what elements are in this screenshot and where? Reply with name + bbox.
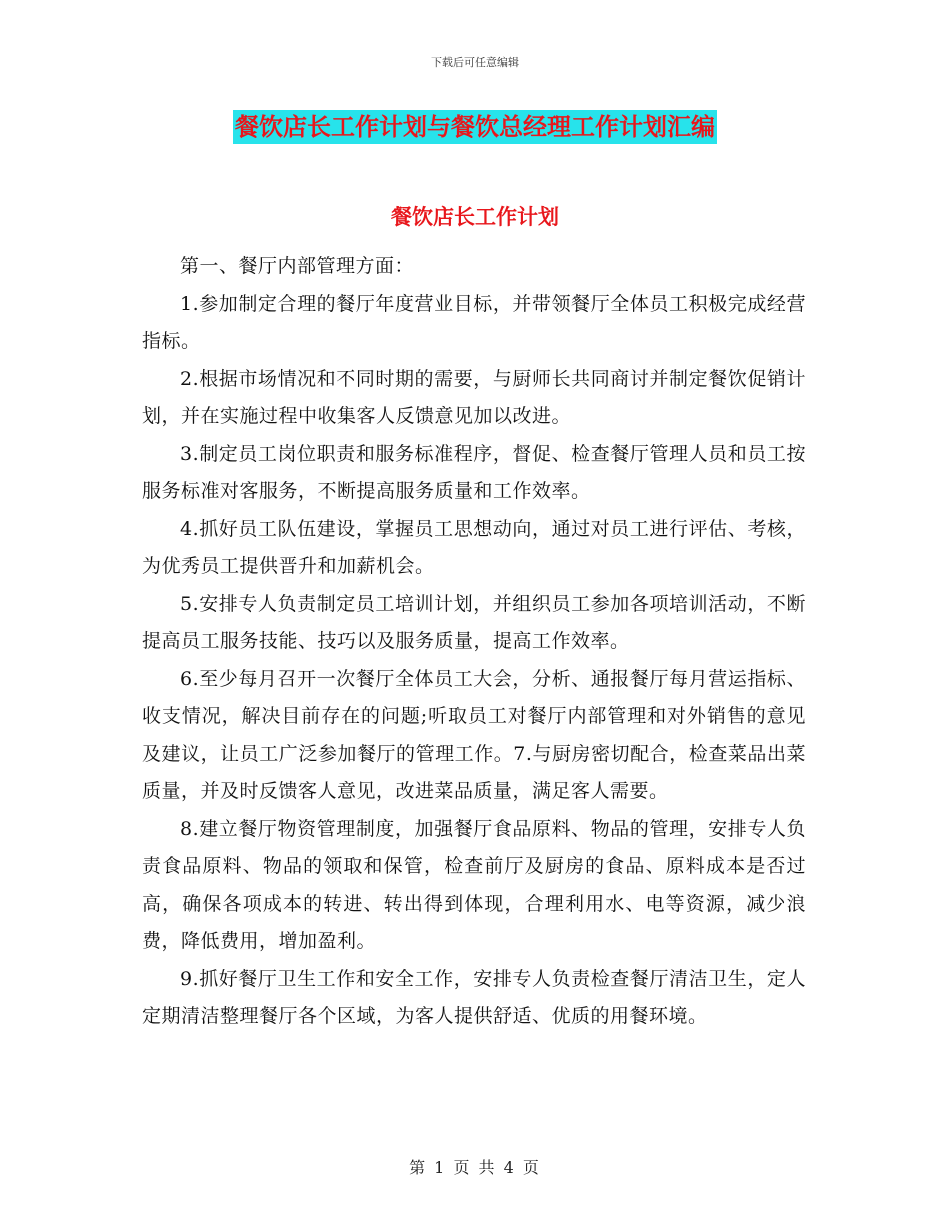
paragraph: 1.参加制定合理的餐厅年度营业目标，并带领餐厅全体员工积极完成经营指标。 [142, 292, 806, 352]
paragraph-heading: 第一、餐厅内部管理方面： [180, 255, 415, 277]
section-title: 餐饮店长工作计划 [391, 205, 559, 229]
paragraph: 4.抓好员工队伍建设，掌握员工思想动向，通过对员工进行评估、考核，为优秀员工提供晋升和加薪机会。 [142, 517, 806, 577]
paragraph: 2.根据市场情况和不同时期的需要，与厨师长共同商讨并制定餐饮促销计划，并在实施过程中收集客人反馈意见加以改进。 [142, 367, 806, 427]
paragraph: 3.制定员工岗位职责和服务标准程序，督促、检查餐厅管理人员和员工按服务标准对客服务，不断提高服务质量和工作效率。 [142, 442, 806, 502]
paragraph: 9.抓好餐厅卫生工作和安全工作，安排专人负责检查餐厅清洁卫生，定人定期清洁整理餐厅各个区域，为客人提供舒适、优质的用餐环境。 [142, 967, 806, 1027]
paragraph: 8.建立餐厅物资管理制度，加强餐厅食品原料、物品的管理，安排专人负责食品原料、物品的领取和保管，检查前厅及厨房的食品、原料成本是否过高，确保各项成本的转进、转出得到体现，合理利用水、电等资源，减少浪费，降低费用，增加盈利。 [142, 817, 806, 952]
document-body [142, 248, 806, 1036]
page-number: 第 1 页 共 4 页 [409, 1158, 541, 1177]
paragraph: 5.安排专人负责制定员工培训计划，并组织员工参加各项培训活动，不断提高员工服务技能、技巧以及服务质量，提高工作效率。 [142, 592, 806, 652]
page-header-note: 下载后可任意编辑 [431, 56, 519, 69]
main-title-container [0, 110, 950, 144]
paragraph: 6.至少每月召开一次餐厅全体员工大会，分析、通报餐厅每月营运指标、收支情况，解决目前存在的问题;听取员工对餐厅内部管理和对外销售的意见及建议，让员工广泛参加餐厅的管理工作。7.与厨房密切配合，检查菜品出菜质量，并及时反馈客人意见，改进菜品质量，满足客人需要。 [142, 667, 806, 802]
document-title: 餐饮店长工作计划与餐饮总经理工作计划汇编 [233, 110, 717, 144]
